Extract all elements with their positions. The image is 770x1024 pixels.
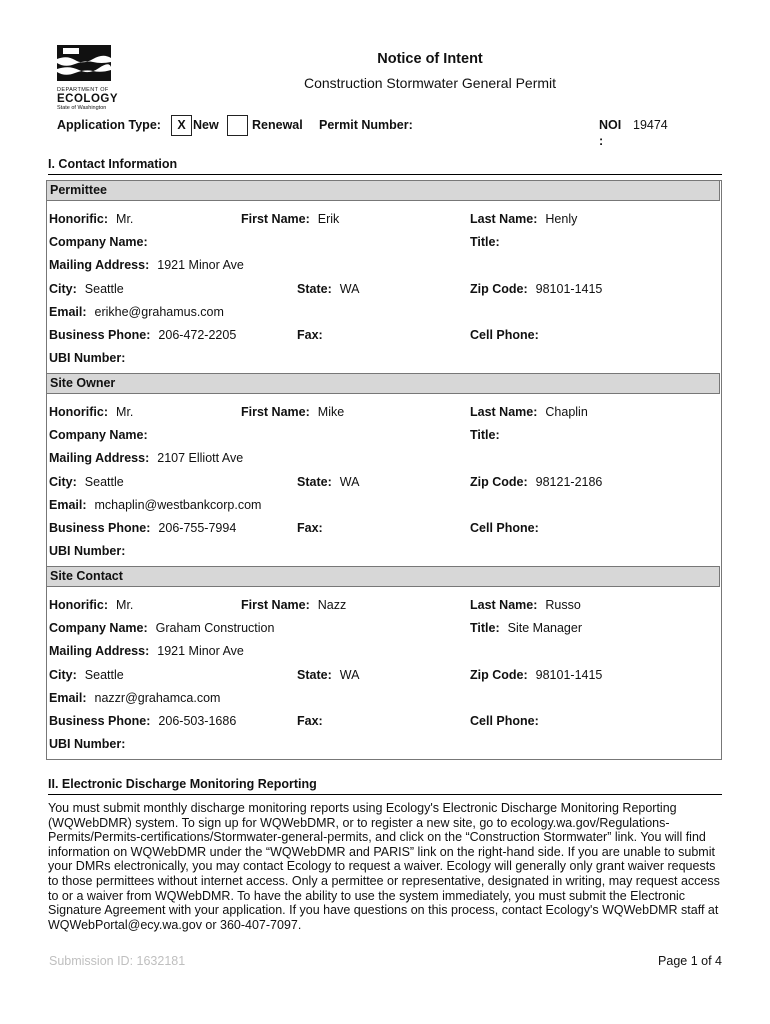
cell-field — [470, 521, 547, 535]
fax-label: Fax: — [297, 328, 323, 342]
state-value: WA — [339, 474, 360, 489]
title-label: Title: — [470, 428, 500, 443]
logo-department: DEPARTMENT OF — [57, 87, 109, 93]
city-label: City: — [49, 474, 77, 489]
email-value: mchaplin@westbankcorp.com — [94, 497, 262, 512]
noi-label: NOI — [599, 118, 622, 132]
email-value: nazzr@grahamca.com — [94, 690, 221, 705]
first-name-label: First Name: — [241, 405, 310, 419]
last-name-label: Last Name: — [470, 405, 538, 419]
city-value: Seattle — [84, 281, 124, 296]
company-field — [49, 428, 156, 442]
title-field — [470, 235, 508, 249]
title-label: Title: — [470, 621, 500, 636]
edmr-heading: II. Electronic Discharge Monitoring Reporting — [48, 777, 317, 791]
renewal-checkbox[interactable] — [227, 115, 248, 136]
phone-label: Business Phone: — [49, 328, 151, 342]
section-divider-2 — [48, 794, 722, 795]
first-name-label: First Name: — [241, 212, 310, 226]
email-field — [49, 691, 220, 705]
state-label: State: — [297, 474, 332, 489]
honorific-field — [49, 405, 133, 419]
section-band-permittee: Permittee — [46, 180, 720, 201]
zip-value: 98121-2186 — [535, 474, 603, 489]
mailing-label: Mailing Address: — [49, 451, 150, 466]
last-name-field — [470, 598, 581, 612]
email-label: Email: — [49, 690, 87, 705]
ubi-field — [49, 544, 133, 558]
ubi-label: UBI Number: — [49, 351, 126, 366]
cell-label: Cell Phone: — [470, 714, 539, 728]
ubi-field — [49, 737, 133, 751]
logo-ecology: ECOLOGY — [57, 93, 119, 105]
email-field — [49, 305, 224, 319]
zip-label: Zip Code: — [470, 667, 528, 682]
phone-field — [49, 328, 236, 342]
honorific-label: Honorific: — [49, 405, 109, 419]
phone-label: Business Phone: — [49, 521, 151, 535]
company-label: Company Name: — [49, 428, 148, 443]
noi-colon: : — [599, 134, 604, 148]
email-label: Email: — [49, 497, 87, 512]
city-field — [49, 475, 124, 489]
last-name-field — [470, 405, 588, 419]
state-value: WA — [339, 281, 360, 296]
mailing-value: 2107 Elliott Ave — [157, 451, 244, 466]
mailing-value: 1921 Minor Ave — [157, 258, 244, 273]
email-field — [49, 498, 261, 512]
last-name-value: Russo — [545, 598, 581, 612]
zip-label: Zip Code: — [470, 281, 528, 296]
company-value: Graham Construction — [155, 621, 275, 636]
zip-label: Zip Code: — [470, 474, 528, 489]
page-title: Notice of Intent — [377, 51, 483, 67]
phone-value: 206-755-7994 — [158, 521, 237, 535]
fax-label: Fax: — [297, 521, 323, 535]
cell-label: Cell Phone: — [470, 328, 539, 342]
company-label: Company Name: — [49, 621, 148, 636]
fax-field — [297, 714, 331, 728]
state-field — [297, 668, 359, 682]
company-label: Company Name: — [49, 235, 148, 250]
mailing-label: Mailing Address: — [49, 644, 150, 659]
phone-value: 206-503-1686 — [158, 714, 237, 728]
honorific-field — [49, 598, 133, 612]
first-name-field — [241, 212, 339, 226]
permit-number-label: Permit Number: — [319, 118, 413, 132]
title-label: Title: — [470, 235, 500, 250]
logo-state: State of Washington — [57, 105, 107, 111]
ubi-field — [49, 351, 133, 365]
cell-label: Cell Phone: — [470, 521, 539, 535]
phone-value: 206-472-2205 — [158, 328, 237, 342]
page-number: Page 1 of 4 — [658, 954, 722, 968]
first-name-field — [241, 598, 346, 612]
fax-label: Fax: — [297, 714, 323, 728]
honorific-label: Honorific: — [49, 598, 109, 612]
state-label: State: — [297, 281, 332, 296]
edmr-paragraph: You must submit monthly discharge monitoring reports using Ecology's Electronic Discharge Monitoring Reporting (WQWebDMR) system. To sign up for WQWebDMR, or to register a new site, go to ecology.wa.gov/Regulations-Permits/Permits-certifications/Stormwater-general-permits, and click on the “Construction Stormwater” link. You will find information on WQWebDMR under the “WQWebDMR and PARIS” link on the right-hand side. If you are unable to submit your DMRs electronically, you may contact Ecology to request a waiver. Ecology will generally only grant waiver requests to those permittees without internet access. Only a permittee or representative, designated in writing, may request access to or a waiver from WQWebDMR. To have the ability to use the system immediately, you must submit the Electronic Signature Agreement with your application. If you have questions on this process, contact Ecology's WQWebDMR staff at WQWebPortal@ecy.wa.gov or 360-407-7097. — [48, 801, 720, 932]
application-type-label: Application Type: — [57, 118, 161, 132]
section-band-site-owner: Site Owner — [46, 373, 720, 394]
last-name-value: Henly — [545, 212, 578, 226]
state-value: WA — [339, 667, 360, 682]
honorific-field — [49, 212, 133, 226]
company-field — [49, 621, 274, 635]
new-checkbox[interactable]: X — [171, 115, 192, 136]
zip-field — [470, 282, 602, 296]
cell-field — [470, 328, 547, 342]
first-name-value: Mike — [317, 405, 345, 419]
email-value: erikhe@grahamus.com — [94, 304, 224, 319]
submission-id: Submission ID: 1632181 — [49, 954, 186, 968]
section-divider — [48, 174, 722, 175]
company-field — [49, 235, 156, 249]
city-value: Seattle — [84, 667, 124, 682]
state-field — [297, 475, 359, 489]
honorific-value: Mr. — [116, 405, 134, 419]
mailing-field — [49, 451, 243, 465]
new-label: New — [193, 118, 219, 132]
city-field — [49, 668, 124, 682]
honorific-value: Mr. — [116, 212, 134, 226]
honorific-value: Mr. — [116, 598, 134, 612]
state-field — [297, 282, 359, 296]
mailing-value: 1921 Minor Ave — [157, 644, 244, 659]
cell-field — [470, 714, 547, 728]
city-value: Seattle — [84, 474, 124, 489]
first-name-label: First Name: — [241, 598, 310, 612]
section-band-site-contact: Site Contact — [46, 566, 720, 587]
ecology-logo — [57, 45, 117, 117]
contact-information-heading: I. Contact Information — [48, 157, 178, 171]
zip-field — [470, 668, 602, 682]
email-label: Email: — [49, 304, 87, 319]
first-name-field — [241, 405, 344, 419]
page-subtitle: Construction Stormwater General Permit — [303, 75, 557, 91]
city-label: City: — [49, 667, 77, 682]
renewal-label: Renewal — [252, 118, 303, 132]
last-name-label: Last Name: — [470, 212, 538, 226]
state-label: State: — [297, 667, 332, 682]
mailing-field — [49, 644, 244, 658]
phone-field — [49, 714, 236, 728]
title-field — [470, 621, 582, 635]
phone-label: Business Phone: — [49, 714, 151, 728]
last-name-value: Chaplin — [545, 405, 588, 419]
title-value: Site Manager — [507, 621, 582, 636]
noi-value: 19474 — [633, 118, 668, 132]
title-field — [470, 428, 508, 442]
ubi-label: UBI Number: — [49, 544, 126, 559]
first-name-value: Nazz — [317, 598, 347, 612]
zip-value: 98101-1415 — [535, 667, 603, 682]
fax-field — [297, 521, 331, 535]
last-name-label: Last Name: — [470, 598, 538, 612]
zip-value: 98101-1415 — [535, 281, 603, 296]
mailing-label: Mailing Address: — [49, 258, 150, 273]
last-name-field — [470, 212, 577, 226]
city-field — [49, 282, 124, 296]
phone-field — [49, 521, 236, 535]
city-label: City: — [49, 281, 77, 296]
ecology-logo-icon — [57, 45, 111, 81]
fax-field — [297, 328, 331, 342]
first-name-value: Erik — [317, 212, 340, 226]
honorific-label: Honorific: — [49, 212, 109, 226]
mailing-field — [49, 258, 244, 272]
zip-field — [470, 475, 602, 489]
ubi-label: UBI Number: — [49, 737, 126, 752]
